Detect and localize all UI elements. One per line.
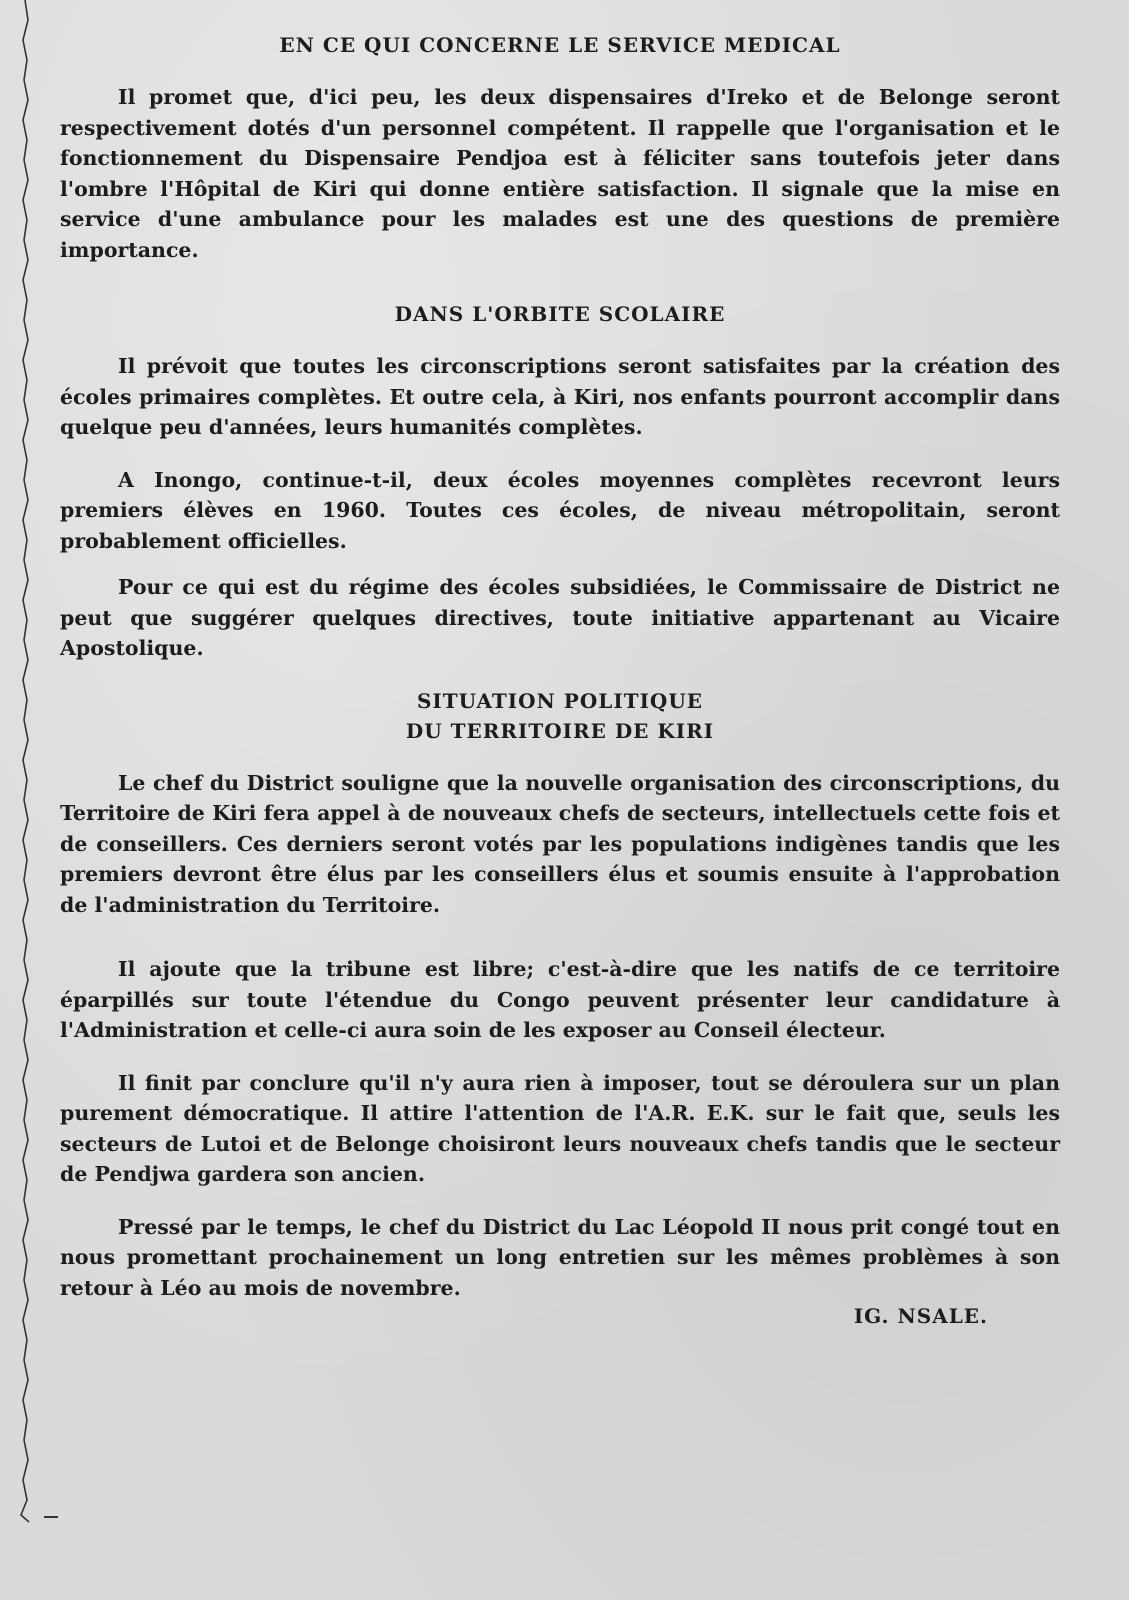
paragraph-school-3: Pour ce qui est du régime des écoles subsidiées, le Commissaire de District ne peut que suggérer quelques directives, toute initiative appartenant au Vicaire Apostolique.: [60, 575, 1060, 660]
torn-edge: [18, 0, 32, 1530]
heading-politics-line1: SITUATION POLITIQUE: [416, 688, 704, 713]
heading-school: DANS L'ORBITE SCOLAIRE: [394, 302, 726, 326]
paragraph-politics-4: Pressé par le temps, le chef du District du Lac Léopold II nous prit congé tout en nous promettant prochainement un long entretien sur les mêmes problèmes à son retour à Léo au mois de novembre.: [60, 1214, 1060, 1300]
paragraph-politics-3: Il finit par conclure qu'il n'y aura rien à imposer, tout se déroulera sur un plan purement démocratique. Il attire l'attention de l'A.R. E.K. sur le fait que, seuls les secteurs de Lutoi et de Belonge choisiront leurs nouveaux chefs tandis que le secteur de Pendjwa gardera son ancien.: [60, 1070, 1060, 1186]
paragraph-politics-2: Il ajoute que la tribune est libre; c'est-à-dire que les natifs de ce territoire éparpillés sur toute l'étendue du Congo peuvent présenter leur candidature à l'Administration et celle-ci aura soin de les exposer au Conseil électeur.: [60, 957, 1060, 1042]
heading-medical-service: EN CE QUI CONCERNE LE SERVICE MEDICAL: [279, 33, 841, 57]
paragraph-medical: Il promet que, d'ici peu, les deux dispensaires d'Ireko et de Belonge seront respectivement dotés d'un personnel compétent. Il rappelle que l'organisation et le fonctionnement du Dispensaire Pendjoa est à féliciter sans toutefois jeter dans l'ombre l'Hôpital de Kiri qui donne entière satisfaction. Il signale que la mise en service d'une ambulance pour les malades est une des questions de première importance.: [60, 85, 1060, 262]
author-signature: IG. NSALE.: [853, 1304, 988, 1328]
heading-politics-line2: DU TERRITOIRE DE KIRI: [405, 718, 715, 743]
paragraph-politics-1: Le chef du District souligne que la nouvelle organisation des circonscriptions, du Territoire de Kiri fera appel à de nouveaux chefs de secteurs, intellectuels cette fois et de conseillers. Ces derniers seront votés par les populations indigènes tandis que les premiers devront être élus par les conseillers élus et soumis ensuite à l'approbation de l'administration du Territoire.: [60, 770, 1060, 917]
article-column: [60, 30, 1060, 1550]
paragraph-school-2: A Inongo, continue-t-il, deux écoles moyennes complètes recevront leurs premiers élèves en 1960. Toutes ces écoles, de niveau métropolitain, seront probablement officielles.: [60, 467, 1060, 553]
paragraph-school-1: Il prévoit que toutes les circonscriptions seront satisfaites par la création des écoles primaires complètes. Et outre cela, à Kiri, nos enfants pourront accomplir dans quelque peu d'années, leurs humanités complètes.: [60, 354, 1060, 439]
cut-mark: [44, 1516, 58, 1518]
